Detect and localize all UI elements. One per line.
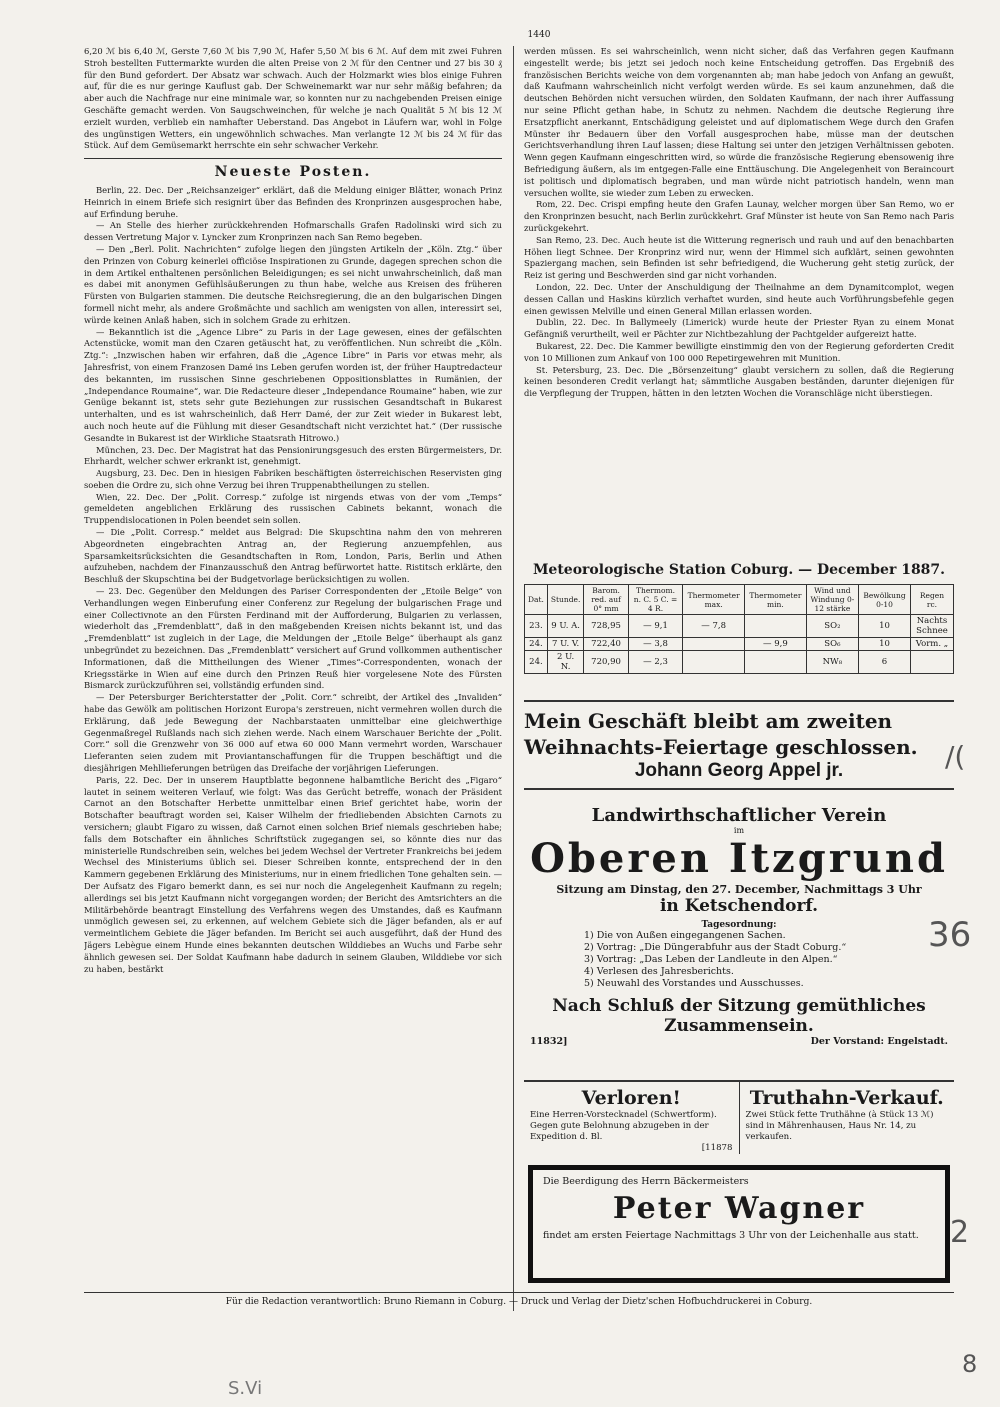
table-cell (683, 651, 745, 674)
section-heading: Neueste Posten. (214, 164, 372, 181)
news-item: Berlin, 22. Dec. Der „Reichsanzeiger“ erklärt, daß die Meldung einiger Blätter, wonach Prinz Heinrich in einem Briefe sich resignirt über das Befinden des Kronprinzen ausgesprochen habe, auf Erfindung beruhe. (84, 184, 502, 219)
page-number: 1440 (527, 30, 551, 40)
small-ads-row (524, 1080, 954, 1154)
verein-sitzung: Sitzung am Dinstag, den 27. December, Nachmittags 3 Uhr (556, 883, 922, 896)
news-item: werden müssen. Es sei wahrscheinlich, wenn nicht sicher, daß das Verfahren gegen Kaufmann eingestellt werde; bis jetzt sei jedoch noch keine Entscheidung getroffen. Das Ergebniß des französischen Berichts weiche von dem vorgenannten ab; man habe jedoch von Anfang an gewußt, daß Kaufmann wahrscheinlich nicht verfolgt werden würde. Es sei kaum anzunehmen, daß die deutschen Behörden nicht versuchen würden, den Soldaten Kaufmann, der nach ihrer Auffassung nur seine Pflicht gethan habe, in Schutz zu nehmen. Nachdem die deutsche Regierung ihre Ersatzpflicht anerkannt, Entschädigung geleistet und auf diplomatischem Wege durch den Grafen Münster ihr Bedauern über den Vorfall ausgesprochen habe, müsse man der deutschen Gerichtsverhandlung ihren Lauf lassen; diese Haltung sei unter den jetzigen Verhältnissen geboten. Wenn gegen Kaufmann eingeschritten wird, so würde die französische Regierung ebensowenig ihre Befriedigung äußern, als im entgegen-Falle eine Enttäuschung. Die Angelegenheit von Beraincourt ist politisch und diplomatisch begraben, und man würde nicht patriotisch handeln, wenn man versuchen wollte, sie wieder zum Leben zu erwecken. (524, 46, 954, 198)
truthahn-ad (739, 1082, 955, 1154)
verein-im: im (733, 826, 745, 835)
table-cell: — 9,9 (745, 638, 807, 651)
column-header: Thermometer max. (683, 585, 745, 615)
verein-place: in Ketschendorf. (659, 896, 819, 916)
appel-ad-name: Johann Georg Appel jr. (634, 760, 844, 781)
handwritten-mark: 2 (950, 1215, 970, 1250)
table-cell: 9 U. A. (547, 615, 583, 638)
handwritten-mark: /( (945, 740, 966, 773)
verein-title: Landwirthschaftlicher Verein (591, 805, 887, 826)
table-row (525, 651, 954, 674)
column-header: Wind und Windung 0-12 stärke (806, 585, 858, 615)
table-cell: Vorm. „ (910, 638, 953, 651)
weather-title: Meteorologische Station Coburg. — December 1887. (532, 562, 946, 578)
table-row (525, 638, 954, 651)
news-item: München, 23. Dec. Der Magistrat hat das Pensionirungsgesuch des ersten Bürgermeisters, Dr. Ehrhardt, welcher schwer erkrankt ist, genehmigt. (84, 444, 502, 467)
verein-agenda (584, 930, 954, 990)
appel-ad (524, 700, 954, 790)
table-cell: NW₈ (806, 651, 858, 674)
table-cell: 24. (525, 651, 548, 674)
table-cell: 722,40 (584, 638, 628, 651)
funeral-name: Peter Wagner (612, 1191, 866, 1226)
verloren-ad (524, 1082, 739, 1154)
news-item: Augsburg, 23. Dec. Den in hiesigen Fabriken beschäftigten österreichischen Reservisten ging soeben die Ordre zu, sich ohne Verzug bei ihren Truppenabtheilungen zu stellen. (84, 468, 502, 490)
news-item: St. Petersburg, 23. Dec. Die „Börsenzeitung“ glaubt versichern zu sollen, daß die Regierung keinen besonderen Credit verlangt hat; sämmtliche Ausgaben beständen, darunter diejenigen für die Verpflegung der Truppen, hätten in den letzten Wochen die Voranschläge nicht überstiegen. (524, 364, 954, 399)
pencil-note: S.Vi (228, 1378, 263, 1399)
left-column (84, 46, 502, 1311)
news-item: London, 22. Dec. Unter der Anschuldigung der Theilnahme an dem Dynamitcomplot, wegen dessen Callan und Haskins kürzlich verhaftet wurden, sind heute auch Vorführungsbefehle gegen einen gewissen Melville und einen General Millan erlassen worden. (524, 281, 954, 316)
table-cell: 6 (859, 651, 911, 674)
right-column (524, 46, 954, 586)
column-header: Dat. (525, 585, 548, 615)
table-cell: 10 (859, 638, 911, 651)
verein-nach: Nach Schluß der Sitzung gemüthliches Zusammensein. (552, 996, 926, 1036)
divider (84, 158, 502, 159)
agenda-item: 4) Verlesen des Jahresberichts. (584, 966, 734, 977)
verein-footer (524, 1036, 954, 1047)
news-item: — Bekanntlich ist die „Agence Libre“ zu Paris in der Lage gewesen, eines der gefälschten Actenstücke, womit man den Czaren getäuscht hat, zu veröffentlichen. Nun schreibt die „Köln. Ztg.“: „Inzwischen haben wir erfahren, daß die „Agence Libre“ in Paris vor etwas mehr, als Jahresfrist, von einem Franzosen Damé ins Leben gerufen worden ist, der früher Hauptredacteur des bekannten, im russischen Sinne geschriebenen Oppositionsblattes in Rumänien, der „Independance Roumaine“, war. Die Redacteure dieser „Independance Roumaine“ haben, wie zur Genüge bekannt ist, stets sehr gute Beziehungen zur russischen Gesandtschaft in Bukarest unterhalten, und es ist wahrscheinlich, daß Herr Damé, der zur Zeit wieder in Bukarest lebt, auch noch heute auf die Fühlung mit dieser Gesandtschaft nicht verzichtet hat.“ (Der russische Gesandte in Bukarest ist der Wirkliche Staatsrath Hitrowo.) (84, 326, 502, 443)
table-cell: 728,95 (584, 615, 628, 638)
table-cell (683, 638, 745, 651)
agenda-item: 1) Die von Außen eingegangenen Sachen. (584, 930, 786, 941)
news-item: Wien, 22. Dec. Der „Polit. Corresp.“ zufolge ist nirgends etwas von der vom „Temps“ gemeldeten angeblichen Erklärung des russischen Cabinets bekannt, wonach die Truppendislocationen in Polen beendet sein sollen. (84, 491, 502, 526)
table-cell: 23. (525, 615, 548, 638)
funeral-intro: Die Beerdigung des Herrn Bäckermeisters (543, 1176, 749, 1187)
column-rule (513, 46, 514, 1311)
ad-ref: [11878 (701, 1143, 733, 1153)
agenda-item: 2) Vortrag: „Die Düngerabfuhr aus der Stadt Coburg.“ (584, 942, 847, 953)
news-item: — Den „Berl. Polit. Nachrichten“ zufolge liegen den jüngsten Artikeln der „Köln. Ztg.“ über den Prinzen von Coburg keinerlei officiöse Inspirationen zu Grunde, dagegen sprechen schon die in dem Artikel enthaltenen persönlichen Beleidigungen; es sei nicht unwahrscheinlich, daß man es dabei mit anonymen Gefühlsäußerungen zu thun habe, welche aus Kreisen des früheren Fürsten von Bulgarien stammen. Die deutsche Reichsregierung, die an den bulgarischen Dingen formell nicht mehr, als andere Großmächte und sachlich am wenigsten von allen, interessirt sei, würde keinen Anlaß haben, sich in solchem Grade zu erhitzen. (84, 243, 502, 325)
table-cell (745, 615, 807, 638)
news-item: — 23. Dec. Gegenüber den Meldungen des Pariser Correspondenten der „Etoile Belge“ von Verhandlungen wegen Einberufung einer Conferenz zur Regelung der bulgarischen Frage und einer Collectivnote an den Fürsten Ferdinand mit der Aufforderung, Bulgarien zu verlassen, wiederholt das „Fremdenblatt“, daß in den maßgebenden Kreisen nichts bekannt ist, und das „Fremdenblatt“ ist zugleich in der Lage, die Meldungen der „Etoile Belge“ überhaupt als ganz unbegründet zu bezeichnen. Das „Fremdenblatt“ versichert auf Grund vollkommen authentischer Informationen, daß die Mittheilungen des Wiener „Times“-Correspondenten, wonach der Kriegsstärke in Wien auf eine durch den Prinzen Reuß hier vorgelesene Note des Fürsten Bismarck zurückzuführen sei, vollständig erfunden sind. (84, 586, 502, 691)
handwritten-mark: 8 (962, 1350, 978, 1378)
table-cell: SO₂ (806, 615, 858, 638)
funeral-notice (528, 1165, 950, 1283)
imprint-footer: Für die Redaction verantwortlich: Bruno Riemann in Coburg. — Druck und Verlag der Dietz'schen Hofbuchdruckerei in Coburg. (84, 1292, 954, 1307)
verein-region: Oberen Itzgrund (530, 835, 948, 882)
table-cell (910, 651, 953, 674)
table-cell: 24. (525, 638, 548, 651)
column-header: Thermom. n. C. 5 C. = 4 R. (628, 585, 682, 615)
appel-ad-text: Mein Geschäft bleibt am zweiten Weihnachts-Feiertage geschlossen. (524, 709, 918, 759)
column-header: Bewölkung 0-10 (859, 585, 911, 615)
verein-vorstand: Der Vorstand: Engelstadt. (810, 1036, 948, 1047)
column-header: Barom. red. auf 0° mm (584, 585, 628, 615)
column-header: Regen rc. (910, 585, 953, 615)
column-header: Stunde. (547, 585, 583, 615)
news-item: San Remo, 23. Dec. Auch heute ist die Witterung regnerisch und rauh und auf den benachbarten Höhen liegt Schnee. Der Kronprinz wird nur, wenn der Himmel sich aufklärt, seinen gewohnten Spaziergang machen, sein Befinden ist sehr befriedigend, die Wucherung geht stetig zurück, der Reiz ist gering und Beschwerden sind gar nicht vorhanden. (524, 234, 954, 281)
news-item: — Der Petersburger Berichterstatter der „Polit. Corr.“ schreibt, der Artikel des „Invaliden“ habe das Gewölk am politischen Horizont Europa's zerstreuen, nicht vermehren wollen durch die Erklärung, daß jede Bewegung der Nachbarstaaten unmittelbar eine gleichwerthige Gegenmaßregel Rußlands nach sich ziehen werde. Nach einem Warschauer Berichte der „Polit. Corr.“ soll die Grenzwehr von 36 000 auf etwa 60 000 Mann vermehrt worden, Warschauer Lieferanten seien zudem mit Proviantanschaffungen für die Truppen beschäftigt und die diesjährigen Mehllieferungen betrügen das Dreifache der vorjährigen Lieferungen. (84, 692, 502, 774)
table-cell: — 7,8 (683, 615, 745, 638)
news-item: Dublin, 22. Dec. In Ballymeely (Limerick) wurde heute der Priester Ryan zu einem Monat Gefängniß verurtheilt, weil er Pächter zur Nichtbezahlung der Pachtgelder aufgereizt hatte. (524, 317, 954, 340)
handwritten-mark: 36 (928, 915, 972, 955)
funeral-text: findet am ersten Feiertage Nachmittags 3 Uhr von der Leichenhalle aus statt. (543, 1230, 919, 1241)
verein-agenda-title: Tagesordnung: (701, 920, 777, 930)
table-row (525, 615, 954, 638)
truthahn-text: Zwei Stück fette Truthähne (à Stück 13 ℳ) sind in Mährenhausen, Haus Nr. 14, zu verkaufen. (745, 1110, 934, 1142)
table-cell: — 3,8 (628, 638, 682, 651)
table-cell: SO₆ (806, 638, 858, 651)
table-cell: — 9,1 (628, 615, 682, 638)
table-cell: 7 U. V. (547, 638, 583, 651)
table-header-row (525, 585, 954, 615)
news-item: — An Stelle des hierher zurückkehrenden Hofmarschalls Grafen Radolinski wird sich zu dessen Vertretung Major v. Lyncker zum Kronprinzen nach San Remo begeben. (84, 220, 502, 243)
agenda-item: 5) Neuwahl des Vorstandes und Ausschusses. (584, 978, 804, 989)
market-report: 6,20 ℳ bis 6,40 ℳ, Gerste 7,60 ℳ bis 7,90 ℳ, Hafer 5,50 ℳ bis 6 ℳ. Auf dem mit zwei Fuhren Stroh bestellten Futtermarkte wurden die alten Preise von 2 ℳ für den Centner und 27 bis 30 ₰ für den Bund gefordert. Der Absatz war schwach. Auch der Holzmarkt wies blos einige Fuhren auf, für die es nur geringe Kauflust gab. Der Schweinemarkt war nur sehr mäßig befahren; da aber auch die Nachfrage nur eine minimale war, so konnten nur zu nachgebenden Preisen einige Geschäfte gemacht werden. Von Saugschweinchen, für welche je nach Qualität 5 ℳ bis 12 ℳ erzielt wurden, verblieb ein namhafter Ueberstand. Das Angebot in Läufern war, wohl in Folge des ungünstigen Wetters, ein ungewöhnlich schwaches. Man verlangte 12 ℳ bis 24 ℳ für das Stück. Auf dem Gemüsemarkt herrschte ein sehr schwacher Verkehr. (84, 46, 502, 151)
table-cell: 720,90 (584, 651, 628, 674)
table-cell: 2 U. N. (547, 651, 583, 674)
news-item: Paris, 22. Dec. Der in unserem Hauptblatte begonnene halbamtliche Bericht des „Figaro“ lautet in seinem weiteren Verlauf, wie folgt: Was das Gerücht betreffe, wonach der Präsident Carnot an den Botschafter Herbette unmittelbar einen Brief gerichtet habe, worin der Botschafter beauftragt worden sei, Kaiser Wilhelm der friedliebenden Absichten Carnots zu versichern; glaubt Figaro zu wissen, daß Carnot einen solchen Brief niemals geschrieben habe; falls dem Botschafter ein ähnliches Schriftstück zugegangen sei, so könnte dies nur das ministerielle Rundschreiben sein, welches bei jedem Wechsel der Vertreter Frankreichs bei jedem Wechsel des Ministeriums üblich sei. Dieser Schreiben konnte, entsprechend der in den Kammern gegebenen Erklärung des Ministeriums, nur in einem friedlichen Tone gehalten sein. — Der Aufsatz des Figaro bemerkt dann, es sei nur noch die Angelegenheit Kaufmann zu regeln; allerdings sei bis jetzt Kaufmann nicht vorgegangen worden; der Bericht des Amtsrichters an die Militärbehörde beantragt Einstellung des Verfahrens wegen des Umstandes, daß es Kaufmann unmöglich gewesen sei, zu erkennen, auf welchem Gebiete sich die Jäger befanden, als er auf vermeintlichem Gebiete die Jäger befanden. Im Bericht sei auch ausgeführt, daß der Hund des Jägers Lebègue einem Hunde eines bekannten deutschen Wilddiebes an Wuchs und Farbe sehr ähnlich gewesen sei. Der Soldat Kaufmann habe dadurch in seinem Glauben, Wilddiebe vor sich zu haben, bestärkt (84, 774, 502, 974)
news-item: — Die „Polit. Corresp.“ meldet aus Belgrad: Die Skupschtina nahm den von mehreren Abgeordneten eingebrachten Antrag an, der Regierung anzuempfehlen, aus Sparsamkeitsrücksichten die Gesandtschaften in Rom, London, Paris, Berlin und Athen aufzuheben, nachdem der Finanzausschuß den Antrag befürwortet hatte. Ristitsch erklärte, den Beschluß der Skupschtina bei der Budgetvorlage berücksichtigen zu wollen. (84, 527, 502, 585)
news-item: Rom, 22. Dec. Crispi empfing heute den Grafen Launay, welcher morgen über San Remo, wo er den Kronprinzen besucht, nach Berlin zurückkehrt. Graf Münster ist heute von San Remo nach Paris zurückgekehrt. (524, 199, 954, 233)
verein-ad (524, 805, 954, 1047)
truthahn-title: Truthahn-Verkauf. (749, 1087, 944, 1109)
news-item: Bukarest, 22. Dec. Die Kammer bewilligte einstimmig den von der Regierung geforderten Credit von 10 Millionen zum Ankauf von 100 000 Repetirgewehren mit Munition. (524, 340, 954, 363)
verloren-text: Eine Herren-Vorstecknadel (Schwertform). Gegen gute Belohnung abzugeben in der Expedition d. Bl. (530, 1110, 717, 1142)
ad-ref: 11832] (530, 1036, 568, 1047)
table-cell: 10 (859, 615, 911, 638)
column-header: Thermometer min. (745, 585, 807, 615)
agenda-item: 3) Vortrag: „Das Leben der Landleute in den Alpen.“ (584, 954, 838, 965)
weather-table (524, 584, 954, 674)
verloren-title: Verloren! (581, 1087, 681, 1109)
newspaper-page (84, 30, 954, 1370)
table-cell: — 2,3 (628, 651, 682, 674)
table-cell: Nachts Schnee (910, 615, 953, 638)
weather-report (524, 562, 954, 674)
table-cell (745, 651, 807, 674)
